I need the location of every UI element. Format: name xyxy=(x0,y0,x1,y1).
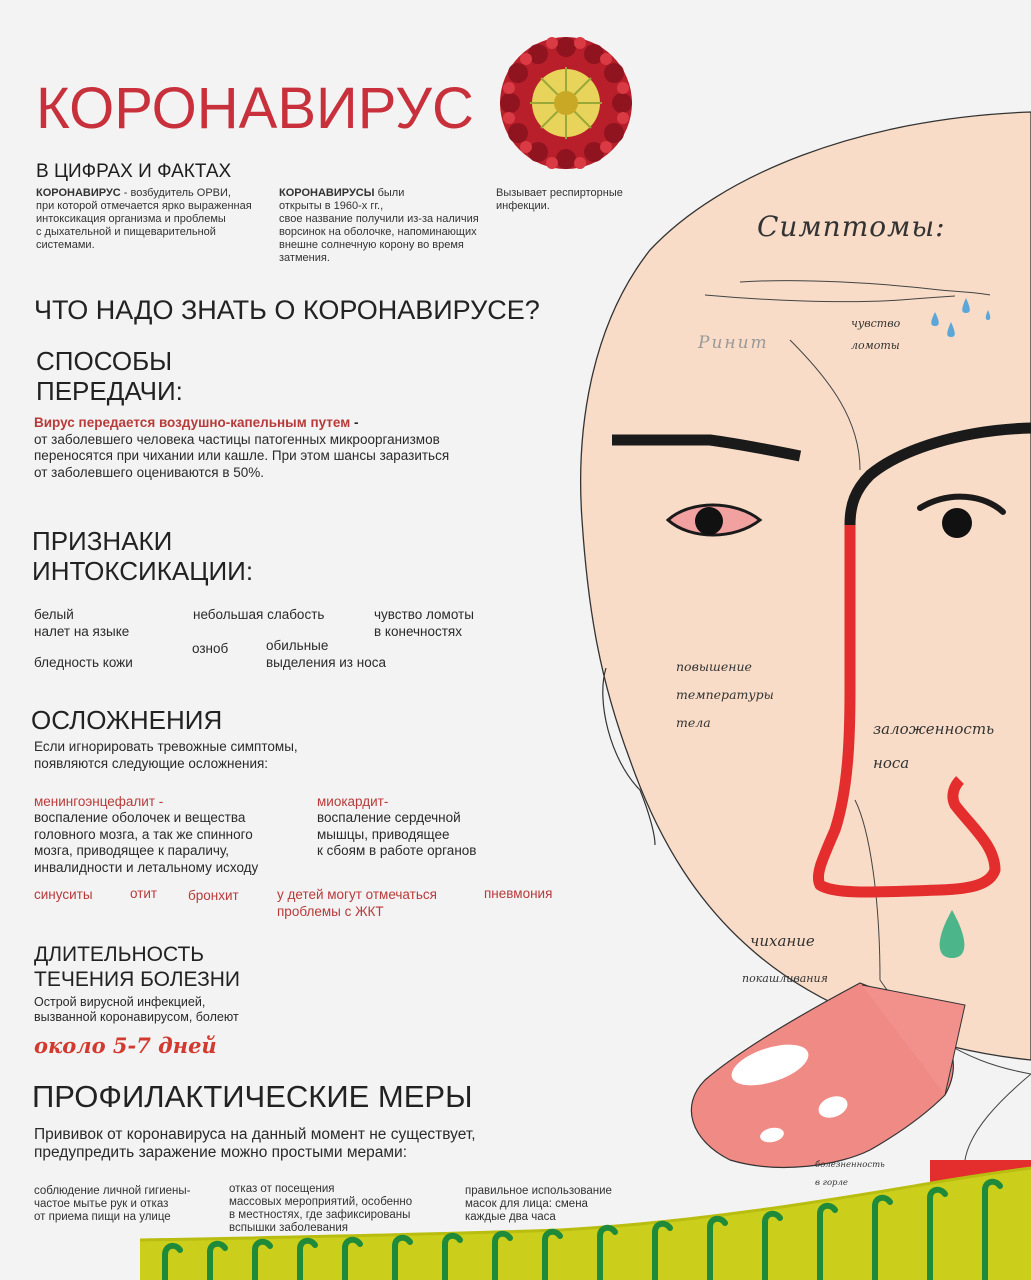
symptom-rhinitis: Ринит xyxy=(698,333,769,353)
fact-1-bold: КОРОНАВИРУС xyxy=(36,187,121,199)
symptom-congestion: заложенность носа xyxy=(873,720,995,772)
transmission-dash: - xyxy=(350,415,359,430)
complications-intro: Если игнорировать тревожные симптомы, появляются следующие осложнения: xyxy=(34,739,298,771)
section-prevention-heading: ПРОФИЛАКТИЧЕСКИЕ МЕРЫ xyxy=(32,1079,473,1114)
section-duration-heading: ДЛИТЕЛЬНОСТЬ ТЕЧЕНИЯ БОЛЕЗНИ xyxy=(34,943,241,991)
intox-item-weakness: небольшая слабость xyxy=(193,607,325,622)
fact-2-bold: КОРОНАВИРУСЫ xyxy=(279,187,375,199)
complication-1-title: менингоэнцефалит - xyxy=(34,794,164,809)
duration-text: Острой вирусной инфекцией, вызванной коронавирусом, болеют xyxy=(34,995,239,1024)
symptom-sneezing: чихание xyxy=(750,932,815,950)
transmission-lead: Вирус передается воздушно-капельным путем xyxy=(34,415,351,430)
complication-sinusitis: синуситы xyxy=(34,887,93,902)
intox-item-pallor: бледность кожи xyxy=(34,655,133,670)
page-title: КОРОНАВИРУС xyxy=(36,76,474,141)
intox-item-discharge: обильные выделения из носа xyxy=(266,638,386,670)
symptoms-heading: Симптомы: xyxy=(757,210,946,243)
section-intoxication-heading: ПРИЗНАКИ ИНТОКСИКАЦИИ: xyxy=(32,526,254,586)
symptom-fever: повышение температуры тела xyxy=(676,659,774,730)
transmission-block xyxy=(34,415,594,481)
prevention-item-events: отказ от посещения массовых мероприятий, особенно в местностях, где зафиксированы вспышки заболевания xyxy=(229,1183,413,1234)
section-transmission-heading: СПОСОБЫ ПЕРЕДАЧИ: xyxy=(36,346,183,406)
prevention-item-hygiene: соблюдение личной гигиены- частое мытье рук и отказ от приема пищи на улице xyxy=(34,1185,191,1223)
section-complications-heading: ОСЛОЖНЕНИЯ xyxy=(31,705,223,735)
complication-children: у детей могут отмечаться проблемы с ЖКТ xyxy=(277,887,437,919)
transmission-text: от заболевшего человека частицы патогенных микроорганизмов переносятся при чихании или кашле. При этом шансы заразиться от заболевшего оцениваются в 50%. xyxy=(34,431,450,480)
intox-item-aches: чувство ломоты в конечностях xyxy=(374,607,474,639)
complication-pneumonia: пневмония xyxy=(484,886,553,901)
head-shape xyxy=(581,112,1031,1060)
symptom-sore-throat: болезненность в горле xyxy=(815,1160,885,1188)
fact-3: Вызывает респирторные инфекции. xyxy=(496,187,623,212)
symptom-coughing: покашливания xyxy=(742,972,828,985)
prevention-item-masks: правильное использование масок для лица: смена каждые два часа xyxy=(465,1185,612,1223)
section-know-heading: ЧТО НАДО ЗНАТЬ О КОРОНАВИРУСЕ? xyxy=(34,295,540,325)
fact-2-text: были открыты в 1960-х гг., свое название получили из-за наличия ворсинок на оболочке, напоминающих внешне солнечную корону во время затмения. xyxy=(279,187,479,264)
fact-1-text: - возбудитель ОРВИ, при которой отмечается ярко выраженная интоксикация организма и проблемы с дыхательной и пищеварительной системами. xyxy=(36,187,252,251)
complication-otitis: отит xyxy=(130,886,158,901)
duration-days: около 5-7 дней xyxy=(34,1033,217,1058)
virus-icon xyxy=(500,37,632,169)
fact-2 xyxy=(279,187,499,265)
prevention-intro: Прививок от коронавируса на данный момент не существует, предупредить заражение можно простыми мерами: xyxy=(34,1126,476,1161)
symptom-aches: чувство ломоты xyxy=(851,317,901,352)
complication-bronchitis: бронхит xyxy=(188,888,239,903)
complication-1-text: воспаление оболочек и вещества головного мозга, а так же спинного мозга, приводящее к параличу, инвалидности и летальному исходу xyxy=(34,810,259,875)
intox-item-tongue: белый налет на языке xyxy=(34,607,130,639)
page-subtitle: В ЦИФРАХ И ФАКТАХ xyxy=(36,161,232,182)
fact-1 xyxy=(36,187,276,252)
complication-2-title: миокардит- xyxy=(317,794,389,809)
intox-item-chills: озноб xyxy=(192,641,229,656)
complication-2-text: воспаление сердечной мышцы, приводящее к сбоям в работе органов xyxy=(317,810,477,858)
